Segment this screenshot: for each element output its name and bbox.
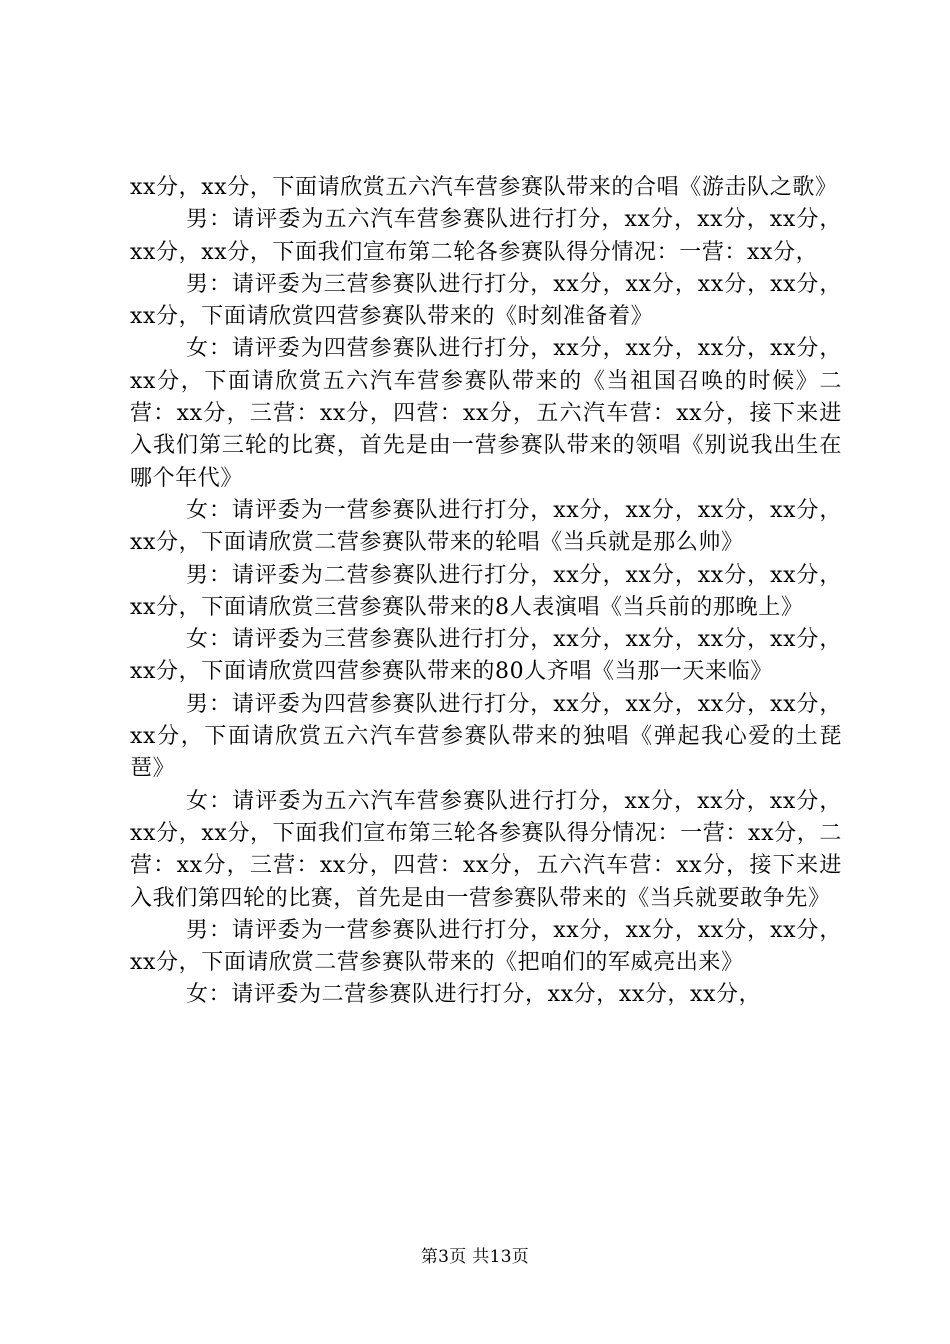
paragraph: 男：请评委为四营参赛队进行打分，xx分，xx分，xx分，xx分，xx分，下面请欣赏五六汽车营参赛队带来的独唱《弹起我心爱的土琵琶》 (130, 691, 842, 782)
paragraph: 男：请评委为五六汽车营参赛队进行打分，xx分，xx分，xx分，xx分，xx分，下面我们宣布第二轮各参赛队得分情况：一营：xx分， (130, 207, 842, 265)
document-body (130, 172, 842, 1012)
paragraph: 女：请评委为五六汽车营参赛队进行打分，xx分，xx分，xx分，xx分，xx分，下面我们宣布第三轮各参赛队得分情况：一营：xx分，二营：xx分，三营：xx分，四营：xx分，五六汽车营：xx分，接下来进入我们第四轮的比赛，首先是由一营参赛队带来的《当兵就要敢争先》 (130, 788, 842, 911)
paragraph: 男：请评委为三营参赛队进行打分，xx分，xx分，xx分，xx分，xx分，下面请欣赏四营参赛队带来的《时刻准备着》 (130, 271, 842, 330)
paragraph: 女：请评委为二营参赛队进行打分，xx分，xx分，xx分， (186, 982, 762, 1008)
page-number-footer: 第3页 共13页 (420, 1247, 530, 1267)
paragraph: 女：请评委为一营参赛队进行打分，xx分，xx分，xx分，xx分，xx分，下面请欣赏二营参赛队带来的轮唱《当兵就是那么帅》 (130, 497, 842, 556)
paragraph: xx分，xx分，下面请欣赏五六汽车营参赛队带来的合唱《游击队之歌》 (130, 175, 838, 200)
paragraph: 男：请评委为一营参赛队进行打分，xx分，xx分，xx分，xx分，xx分，下面请欣赏二营参赛队带来的《把咱们的军威亮出来》 (130, 917, 842, 976)
paragraph: 女：请评委为三营参赛队进行打分，xx分，xx分，xx分，xx分，xx分，下面请欣赏四营参赛队带来的80人齐唱《当那一天来临》 (130, 627, 842, 685)
paragraph: 男：请评委为二营参赛队进行打分，xx分，xx分，xx分，xx分，xx分，下面请欣赏三营参赛队带来的8人表演唱《当兵前的那晚上》 (130, 562, 842, 620)
paragraph: 女：请评委为四营参赛队进行打分，xx分，xx分，xx分，xx分，xx分，下面请欣赏五六汽车营参赛队带来的《当祖国召唤的时候》二营：xx分，三营：xx分，四营：xx分，五六汽车营：xx分，接下来进入我们第三轮的比赛，首先是由一营参赛队带来的领唱《别说我出生在哪个年代》 (130, 336, 842, 491)
